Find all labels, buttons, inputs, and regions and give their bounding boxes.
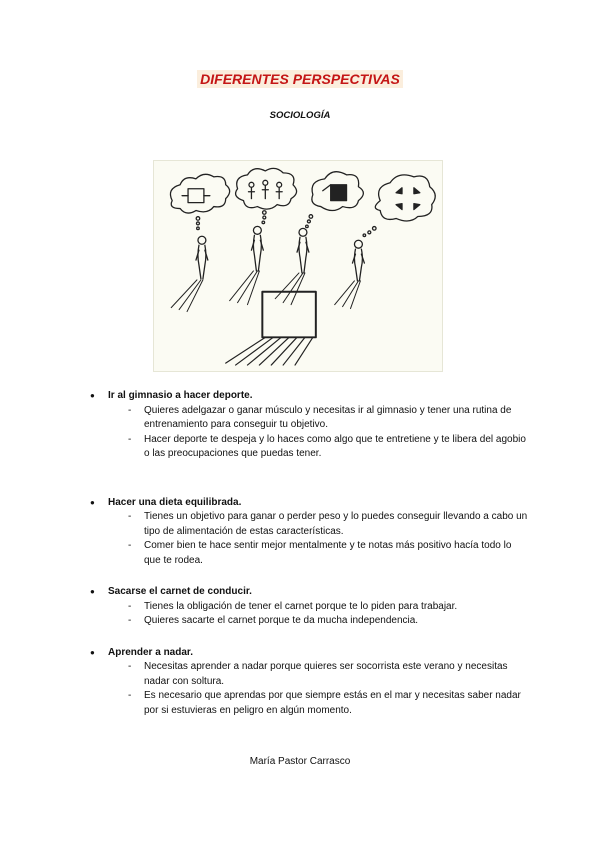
list-item: - Hacer deporte te despeja y lo haces como algo que te entretiene y te libera del agobio o las preocupaciones que puedas tener. [90, 433, 530, 462]
list-item: - Quieres adelgazar o ganar músculo y necesitas ir al gimnasio y tener una rutina de entrenamiento para conseguir tu objetivo. [90, 404, 530, 433]
section-heading: ● Hacer una dieta equilibrada. [90, 496, 530, 511]
section-heading: ● Ir al gimnasio a hacer deporte. [90, 389, 530, 404]
section-nadar [90, 646, 530, 719]
author-name: María Pastor Carrasco [249, 756, 351, 767]
person-figure-4 [335, 240, 365, 308]
person-figure-3 [275, 228, 309, 304]
square-object [226, 292, 316, 365]
document-subtitle: SOCIOLOGÍA [269, 110, 331, 121]
document-title [0, 70, 600, 89]
list-item: - Tienes un objetivo para ganar o perder peso y lo puedes conseguir llevando a cabo un tipo de alimentación de estas características. [90, 510, 530, 539]
thought-cloud-3 [306, 172, 364, 228]
perspectives-drawing [154, 161, 442, 371]
list-item: - Tienes la obligación de tener el carnet porque te lo piden para trabajar. [90, 600, 530, 615]
list-item: - Comer bien te hace sentir mejor mentalmente y te notas más positivo hacía todo lo que te rodea. [90, 539, 530, 568]
section-carnet [90, 585, 530, 629]
thought-cloud-2 [236, 168, 297, 223]
item-list [90, 510, 530, 568]
document-title-text: DIFERENTES PERSPECTIVAS [197, 70, 403, 88]
thought-cloud-4 [363, 175, 435, 237]
document-body [90, 389, 530, 728]
list-item: - Es necesario que aprendas por que siempre estás en el mar y necesitas saber nadar por si estuvieras en peligro en algún momento. [90, 689, 530, 718]
section-heading: ● Sacarse el carnet de conducir. [90, 585, 530, 600]
person-figure-2 [230, 226, 264, 304]
section-heading: ● Aprender a nadar. [90, 646, 530, 661]
person-figure-1 [171, 236, 208, 311]
item-list [90, 404, 530, 462]
list-item: - Quieres sacarte el carnet porque te da mucha independencia. [90, 614, 530, 629]
perspectives-illustration [153, 160, 443, 372]
section-gimnasio [90, 389, 530, 462]
item-list [90, 600, 530, 629]
thought-cloud-1 [170, 174, 229, 229]
section-dieta [90, 496, 530, 569]
list-item: - Necesitas aprender a nadar porque quieres ser socorrista este verano y necesitas nadar con soltura. [90, 660, 530, 689]
item-list [90, 660, 530, 718]
